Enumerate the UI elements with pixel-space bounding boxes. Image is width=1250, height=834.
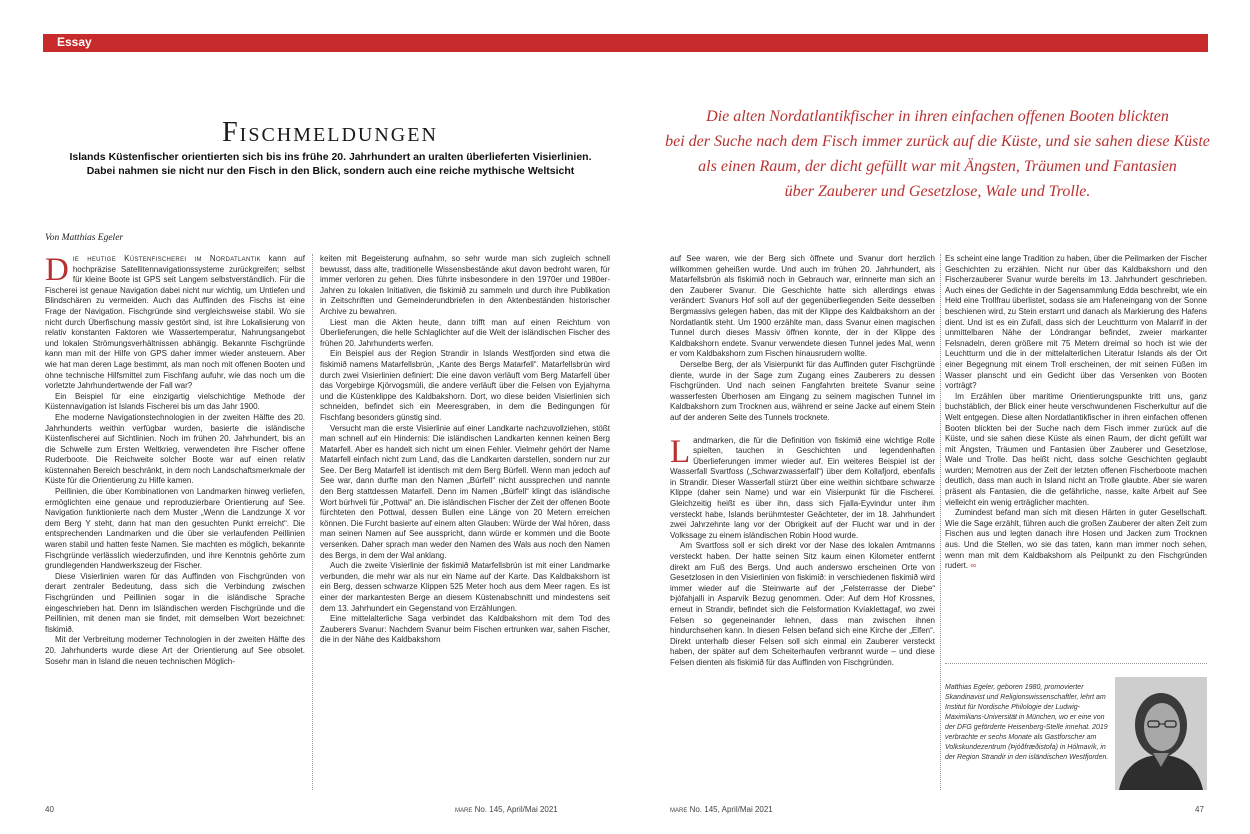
section-bar <box>43 34 1208 52</box>
drop-cap: D <box>45 254 69 288</box>
pull-quote <box>665 104 1210 204</box>
drop-cap: L <box>670 433 691 470</box>
magazine-brand: mare <box>670 805 688 814</box>
paragraph <box>945 508 1207 572</box>
paragraph: Am Svartfoss soll er sich direkt vor der Nase des lokalen Amtmanns versteckt haben. Der hatte seinen Sitz kaum einen Kilometer entfernt direkt am Fuß des Bergs. Und auch anderswo erscheinen Orte von Gesetzlosen in den Visierlinien von fiskimið: in verschiedenen fiskimið wird immer wieder auf die Steinwarte auf der „Felsterrasse der Diebe“ Þjófahjalli in Asparvík Bezug genommen. Oder: Auf dem Hof Krossnes, erneut in Strandir, befindet sich die Felsformation Kvíaklettagaf, wo zwei Felsen so gegeneinander lehnen, dass man zwischen ihnen hindurchsehen kann. In diesen Felsen befand sich eine Kirche der „Elfen“. Direkt unterhalb dieser Felsen soll sich einmal ein Zauberer versteckt haben, der später auf dem Scheiterhaufen verbrannt wurde – und diese Felsen dienten als fiskimið für das Auffinden von Fischgründen. <box>670 541 935 667</box>
magazine-brand: mare <box>455 805 473 814</box>
paragraph: Ein Beispiel für eine einzigartig vielschichtige Methode der Küstennavigation ist Islands Fischerei bis um das Jahr 1900. <box>45 391 305 412</box>
issue-info: No. 145, April/Mai 2021 <box>474 805 558 814</box>
paragraph: Peillinien, die über Kombinationen von Landmarken hinweg verliefen, ermöglichten eine genaue und reproduzierbare Orientierung auf See. Navigation funktionierte nach dem Muster „Wenn die Landzunge X vor dem Berg Y steht, dann hat man den gesuchten Punkt erreicht“. Die entsprechenden Landmarken und die über sie verlaufenden Peillinien waren stabil und hatten feste Namen. Sie machten es möglich, bekannte Fischgründe verlässlich wiederzufinden, und ihre Kenntnis gehörte zum grundlegenden Handwerkszeug der Fischer. <box>45 487 305 571</box>
issue-footer-left <box>455 805 558 814</box>
page-number-left: 40 <box>45 805 54 814</box>
paragraph: Mit der Verbreitung moderner Technologien in der zweiten Hälfte des 20. Jahrhunderts wurde diese Art der Orientierung auf See obsolet. Sosehr man in Island die neuen technischen Möglich- <box>45 635 305 666</box>
author-byline: Von Matthias Egeler <box>45 233 124 243</box>
issue-info: No. 145, April/Mai 2021 <box>689 805 773 814</box>
column-divider <box>940 254 941 790</box>
section-label: Essay <box>57 35 92 49</box>
paragraph-text: kann auf hochpräzise Satellitennavigationssysteme zurückgreifen; selbst für kleine Boote ist GPS seit Langem selbstverständlich. Für die Fischerei ist genaue Navigation dabei nicht nur wichtig, um Untiefen und Blindschären zu vermeiden. Auch das Auffinden des Fischs ist eine Frage der Navigation. Fischgründe sind vergleichsweise stabil. Wo sie nicht durch Überfischung massiv gestört sind, ist ihre Lokalisierung von relativ konstanten Faktoren wie Wassertemperatur, Nahrungsangebot und lokalen Strömungsverhältnissen abhängig. Bekannte Fischgründe kann man mit der Hilfe von GPS daher immer wieder ansteuern. Aber wie hat man deren Lage bestimmt, als man noch mit offenen Booten und ohne technische Hilfsmittel zum Fischfang aufuhr, wie das noch um die vorletzte Jahrhundertwende der Fall war? <box>45 254 305 391</box>
pull-quote-line: Die alten Nordatlantikfischer in ihren einfachen offenen Booten blickten <box>706 108 1169 125</box>
author-portrait <box>1115 677 1207 790</box>
paragraph <box>45 254 305 392</box>
issue-footer-right <box>670 805 773 814</box>
paragraph-text: andmarken, die für die Definition von fiskimið eine wichtige Rolle spielten, tauchen in Geschichten und legendenhaften Überlieferungen immer wieder auf. Ein weiteres Beispiel ist der Wasserfall Svartfoss („Schwarzwasserfall“) über dem Kollafjord, ebenfalls in Strandir. Dieser Wasserfall stürzt über eine weithin sichtbare schwarze Klippe (daher sein Name) und war ein Visierpunkt für die Fischerei. Gleichzeitig heißt es über ihn, dass sich Fjalla-Eyvindur unter ihm versteckt habe, Islands berühmtester Geächteter, der im 18. Jahrhundert zwei Jahrzehnte lang vor der Obrigkeit auf der Flucht war und in der Volkssage zu einem isländischen Robin Hood wurde. <box>670 435 935 540</box>
pull-quote-line: bei der Suche nach dem Fisch immer zurück auf die Küste, und sie sahen diese Küste <box>665 133 1210 150</box>
paragraph: Es scheint eine lange Tradition zu haben, über die Peilmarken der Fischer Geschichten zu erzählen. Nicht nur über das Kaldbakshorn und den Fischerzauberer Svanur wurde bereits im 13. Jahrhundert geschrieben. Auch eines der Gedichte in der Sagensammlung Edda beschreibt, wie ein Held eine Trollfrau überlistet, sodass sie am Hafeneingang von der Sonne beschienen wird, zu Stein erstarrt und danach als Markierung des Hafens dient. Und ist es ein Zufall, dass sich der Leuchtturm von Malarrif in der unmittelbaren Nähe der Lóndrangar befindet, zweier markanter Felsnadeln, deren größere mit 75 Metern dreimal so hoch ist wie der Leuchtturm und die in der mittelalterlichen Literatur Islands als der Ort einer Begegnung mit einem Troll erscheinen, der mit seinen Füßen im Wasser planscht und ein Gedicht über das Versenken von Booten vorträgt? <box>945 254 1207 391</box>
paragraph: Diese Visierlinien waren für das Auffinden von Fischgründen von derart zentraler Bedeutung, dass sich die Verbindung zwischen Fischgründen und Peillinien sogar in die isländische Sprache eingeschrieben hat. Denn im Isländischen werden Fischgründe und die Peillinien, mit denen man sie findet, mit demselben Wort bezeichnet: fiskimið. <box>45 571 305 634</box>
paragraph: auf See waren, wie der Berg sich öffnete und Svanur dort herzlich willkommen geheißen wurde. Und auch im frühen 20. Jahrhundert, als Matarfellsbrún als fiskimið noch in Gebrauch war, erinnerte man sich an den Zauberer Svanur. Die Geschichte hatte sich allerdings etwas verändert: Svanurs Hof soll auf der gegenüberliegenden Seite desselben Bergmassivs gelegen haben, das mit der Klippe des Kaldbakshorn an der Nordatlantik steht. Um 1900 erzählte man, dass Svanur einen magischen Tunnel durch dieses Massiv öffnen konnte, der in der Klippe des Kaldbakshorn endete. Svanur verwendete diesen Tunnel jedes Mal, wenn er vom Kaldbakshorn zum Fischen hinausrudern wollte. <box>670 254 935 359</box>
article-subtitle <box>43 150 618 178</box>
paragraph: keiten mit Begeisterung aufnahm, so sehr wurde man sich zugleich schnell bewusst, dass alte, traditionelle Wissensbestände akut davon bedroht waren, für immer verloren zu gehen. Dies führte insbesondere in den 1970er und 1980er-Jahren zu lokalen Initiativen, die fiskimið zu sammeln und durch ihre Publikation in Zeitschriften und Gemeinderundbriefen in den Aktenbeständen historischer Archive zu bewahren. <box>320 254 610 316</box>
article-title: Fischmeldungen <box>222 117 438 148</box>
end-mark-icon: ∞ <box>970 561 977 571</box>
paragraph: Ehe moderne Navigationstechnologien in der zweiten Hälfte des 20. Jahrhunderts weithin verfügbar wurden, basierte die isländische Küstenfischerei auf Sichtlinien. Noch im frühen 20. Jahrhundert, bis an die Schwelle zum Ersten Weltkrieg, verwendeten ihre Fischer offene Ruderboote. Die Reichweite solcher Boote war auf einen relativ küstennahen Bereich beschränkt, in dem noch Landschaftsmerkmale der Küste für die Orientierung zu Hilfe kamen. <box>45 412 305 486</box>
paragraph: Eine mittelalterliche Saga verbindet das Kaldbakshorn mit dem Tod des Zauberers Svanur: Nachdem Svanur beim Fischen ertrunken war, sahen Fischer, die in der Nähe des Kaldbakshorn <box>320 614 610 645</box>
body-column-3 <box>670 254 935 796</box>
paragraph: Im Erzählen über maritime Orientierungspunkte tritt uns, ganz buchstäblich, der Blick einer heute verschwundenen Fischerkultur auf die Welt entgegen. Diese alten Nordatlantikfischer in ihren einfachen offenen Booten blickten bei der Suche nach dem Fisch immer zurück auf die Küste, und sie sahen diese Küste als einen Raum, der dicht gefüllt war mit Ängsten, Träumen und Fantasien über Zauberer und Gesetzlose, Wale und Trolle. Das heißt nicht, dass solche Geschichten geglaubt wurden; Memotren aus der Zeit der letzten offenen Fischerboote machen deutlich, dass man auch in Island nicht an Trolle glaubte. Aber sie waren präsent als Fantasien, die die gefährliche, nasse, kalte Arbeit auf See vielleicht ein wenig erträglicher machten. <box>945 391 1207 507</box>
bio-divider <box>945 663 1207 664</box>
paragraph: Ein Beispiel aus der Region Strandir in Islands Westfjorden sind etwa die fiskimið namens Matarfellsbrún, „Kante des Bergs Matarfell“. Matarfellsbrún wird durch zwei Visierlinien definiert: Die eine davon verläuft vom Berg Matarfell über das Vorgebirge Kjörvogsmúli, die andere verläuft über die Felsen von Eyjahyrna und die Küstenklippe des Kaldbakshorn. Dort, wo diese beiden Visierlinien sich schneiden, befindet sich ein Meeresgraben, in dem die Bedingungen für Fischfang besonders günstig sind. <box>320 349 610 422</box>
paragraph: Liest man die Akten heute, dann trifft man auf einen Reichtum von Überlieferungen, die helle Schlaglichter auf die Welt der isländischen Fischer des frühen 20. Jahrhunderts werfen. <box>320 317 610 348</box>
author-bio: Matthias Egeler, geboren 1980, promovierter Skandinavist und Religionswissenschaftler, lehrt am Institut für Nordische Philologie der Ludwig-Maximilians-Universität in München, wo er eine von der DFG geförderte Heisenberg-Stelle innehat. 2019 verbrachte er sechs Monate als Gastforscher am Volkskundezentrum (Þjóðfræðistofa) in Hólmavík, in der Region Strandir in den isländischen Westfjorden. <box>945 684 1109 761</box>
body-column-1 <box>45 254 305 796</box>
body-column-4 <box>945 254 1207 662</box>
body-column-2 <box>320 254 610 796</box>
subtitle-line: Islands Küstenfischer orientierten sich bis ins frühe 20. Jahrhundert an uralten überlieferten Visierlinien. <box>69 151 592 163</box>
paragraph: Versucht man die erste Visierlinie auf einer Landkarte nachzuvollziehen, stößt man schnell auf ein Hindernis: Die isländischen Landkarten kennen keinen Berg Matarfell. Aber es handelt sich nicht um einen Fehler. Vielmehr gehört der Name Matarfell einfach nicht zum Land, das die Landkarten darstellen, sondern nur zur See. Der Berg Matarfell ist identisch mit dem Berg Búrfell. Wenn man jedoch auf See war, dann durfte man den Namen „Búrfell“ nicht aussprechen und nannte den Berg stattdessen Matarfell. Denn im Namen „Búrfell“ klingt das isländische Wort búrhveli für „Pottwal“ an. Die isländischen Fischer der Zeit der offenen Boote fürchteten den Pottwal, dessen Bullen eine Länge von 20 Metern erreichen können. Die Furcht basierte auf einem alten Glauben: Würde der Wal hören, dass man seinen Namen auf See ausspricht, dann würde er kommen und die Boote versenken. Daher sprach man weder den Namen des Wals aus noch den Namen des Bergs, in dem der Wal anklang. <box>320 423 610 560</box>
paragraph: Auch die zweite Visierlinie der fiskimið Matarfellsbrún ist mit einer Landmarke verbunden, die mehr war als nur ein Name auf der Karte. Das Kaldbakshorn ist ein Berg, dessen schwarze Klippen 525 Meter hoch aus dem Meer ragen. Es ist einer der markantesten Berge an diesem Küstenabschnitt und mindestens seit dem 13. Jahrhundert ein Gegenstand von Erzählungen. <box>320 561 610 613</box>
pull-quote-line: als einen Raum, der dicht gefüllt war mit Ängsten, Träumen und Fantasien <box>698 158 1177 175</box>
subtitle-line: Dabei nahmen sie nicht nur den Fisch in den Blick, sondern auch eine reiche mythische Weltsicht <box>86 165 575 177</box>
paragraph-text: Zumindest befand man sich mit diesen Härten in guter Gesellschaft. Wie die Sage erzählt, führen auch die großen Zauberer der alten Zeit zum Fischen aus und legten danach ihre Hosen und Jacken zum Trocknen aus. Und die Stellen, wo sie das taten, kann man immer noch sehen, wenn man mit dem Kaldbakshorn als Peilpunkt zu den Fischgründen rudert. <box>945 508 1207 571</box>
column-divider <box>312 254 313 790</box>
paragraph: Derselbe Berg, der als Visierpunkt für das Auffinden guter Fischgründe diente, wurde in der Sage zum Zugang eines Zauberers zu dessen Fischgründen. Und nach seinen Fangfahrten breitete Svanur seine wasserfesten Überhosen am Eingang zu seinem magischen Tunnel im Kaldbakshorn zum Trocknen aus, während er seine Jacke auf einem Stein auf der anderen Seite des Tunnels trocknete. <box>670 359 935 422</box>
page-number-right: 47 <box>1195 805 1204 814</box>
paragraph <box>670 433 935 542</box>
lead-in: ie heutige Küstenfischerei im Nordatlantik <box>72 254 261 263</box>
pull-quote-line: über Zauberer und Gesetzlose, Wale und Trolle. <box>784 183 1091 200</box>
